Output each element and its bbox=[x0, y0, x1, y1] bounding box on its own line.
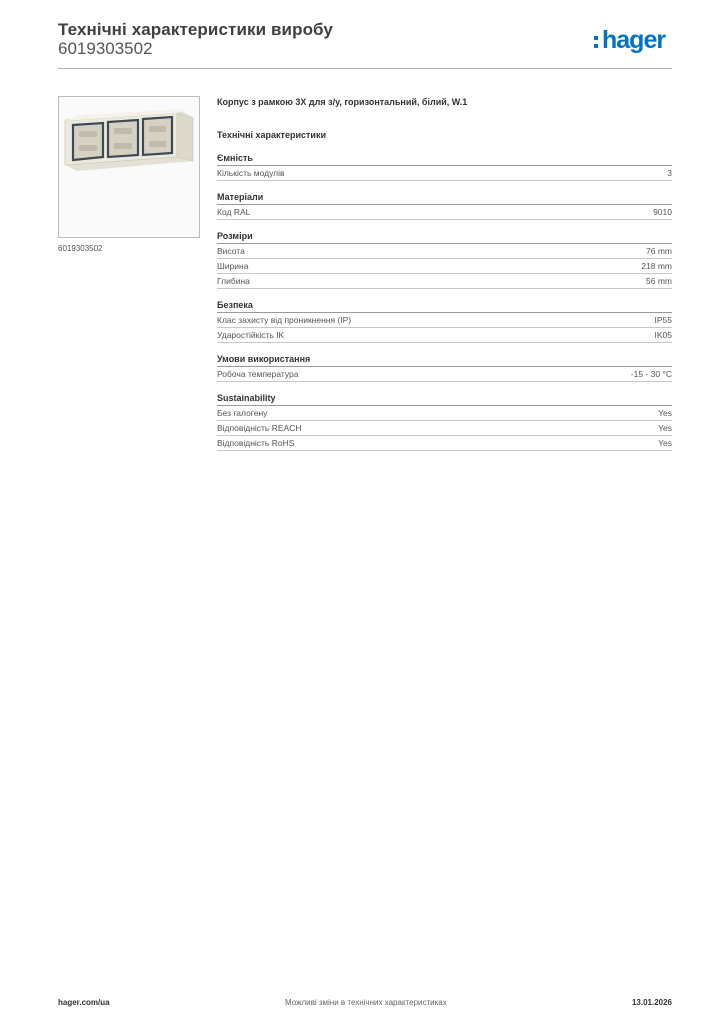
spec-content bbox=[217, 96, 672, 451]
spec-group bbox=[217, 230, 672, 289]
spec-row bbox=[217, 406, 672, 421]
spec-label: Відповідність RoHS bbox=[217, 438, 295, 448]
spec-value: Yes bbox=[658, 438, 672, 448]
spec-value: 76 mm bbox=[646, 246, 672, 256]
spec-group-title: Матеріали bbox=[217, 191, 672, 205]
spec-label: Глибина bbox=[217, 276, 250, 286]
footer-notice: Можливі зміни в технічних характеристиках bbox=[285, 998, 447, 1007]
spec-group bbox=[217, 392, 672, 451]
spec-label: Ширина bbox=[217, 261, 249, 271]
spec-value: 218 mm bbox=[641, 261, 672, 271]
spec-row bbox=[217, 244, 672, 259]
section-title: Технічні характеристики bbox=[217, 130, 326, 140]
product-name: Корпус з рамкою 3Х для з/у, горизонтальний, білий, W.1 bbox=[217, 97, 468, 107]
spec-row bbox=[217, 328, 672, 343]
spec-row bbox=[217, 421, 672, 436]
spec-label: Ударостійкість IK bbox=[217, 330, 285, 340]
spec-label: Відповідність REACH bbox=[217, 423, 302, 433]
spec-row bbox=[217, 313, 672, 328]
spec-group bbox=[217, 353, 672, 382]
product-image bbox=[58, 96, 200, 238]
spec-group-title: Безпека bbox=[217, 299, 672, 313]
logo-dot-top bbox=[594, 36, 598, 40]
footer-date: 13.01.2026 bbox=[631, 998, 672, 1007]
spec-value: 9010 bbox=[653, 207, 672, 217]
spec-value: IP55 bbox=[654, 315, 672, 325]
image-caption: 6019303502 bbox=[58, 244, 103, 253]
spec-group bbox=[217, 152, 672, 181]
spec-group-title: Ємність bbox=[217, 152, 672, 166]
spec-group bbox=[217, 299, 672, 343]
spec-group-title: Розміри bbox=[217, 230, 672, 244]
spec-value: Yes bbox=[658, 408, 672, 418]
spec-label: Клас захисту від проникнення (IP) bbox=[217, 315, 352, 325]
spec-group-title: Sustainability bbox=[217, 392, 672, 406]
header-divider bbox=[58, 68, 672, 69]
spec-label: Код RAL bbox=[217, 207, 251, 217]
spec-row bbox=[217, 259, 672, 274]
footer-website: hager.com/ua bbox=[58, 998, 110, 1007]
spec-label: Без галогену bbox=[217, 408, 268, 418]
spec-row bbox=[217, 205, 672, 220]
spec-value: 3 bbox=[667, 168, 672, 178]
spec-label: Кількість модулів bbox=[217, 168, 285, 178]
spec-label: Робоча температура bbox=[217, 369, 299, 379]
spec-row bbox=[217, 166, 672, 181]
spec-value: Yes bbox=[658, 423, 672, 433]
spec-row bbox=[217, 367, 672, 382]
hager-logo bbox=[594, 28, 674, 56]
logo-dot-bottom bbox=[594, 44, 598, 48]
spec-group bbox=[217, 191, 672, 220]
spec-groups bbox=[217, 152, 672, 451]
page-title: Технічні характеристики виробу bbox=[58, 20, 333, 39]
logo-text: hager bbox=[602, 26, 666, 54]
spec-value: 56 mm bbox=[646, 276, 672, 286]
product-code: 6019303502 bbox=[58, 39, 153, 58]
spec-label: Висота bbox=[217, 246, 245, 256]
enclosure-illustration bbox=[59, 97, 199, 237]
spec-row bbox=[217, 436, 672, 451]
spec-value: -15 - 30 °C bbox=[630, 369, 672, 379]
spec-group-title: Умови використання bbox=[217, 353, 672, 367]
spec-row bbox=[217, 274, 672, 289]
spec-value: IK05 bbox=[654, 330, 672, 340]
